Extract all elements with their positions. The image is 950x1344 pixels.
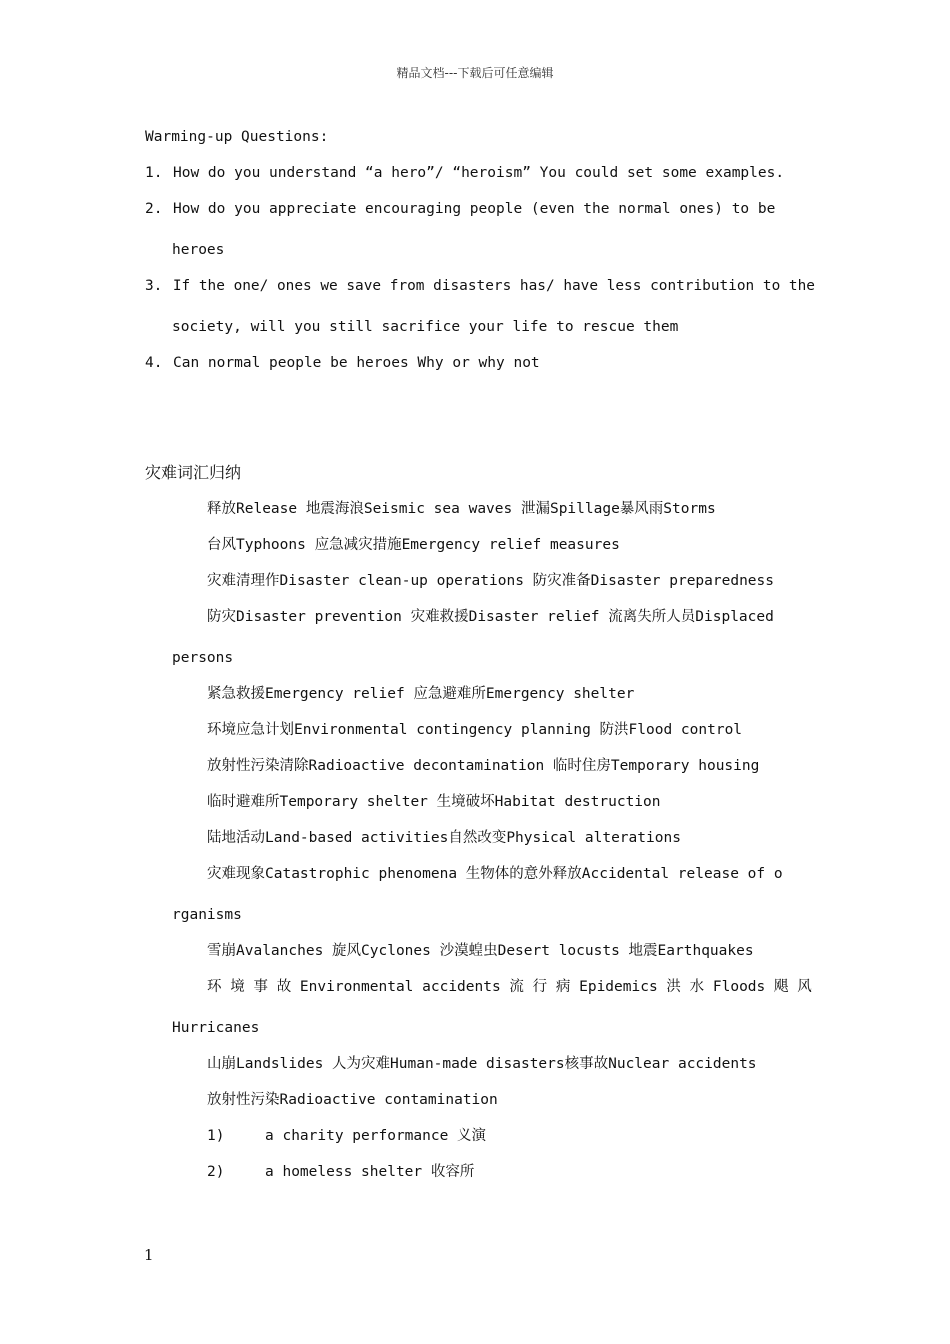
question-number: 2. [145, 201, 163, 217]
question-3-continuation: society, will you still sacrifice your life to rescue them [172, 319, 679, 335]
warmup-title: Warming-up Questions: [145, 129, 329, 145]
question-text: How do you appreciate encouraging people (even the normal ones) to be [173, 201, 776, 217]
vocab-line: 放射性污染Radioactive contamination [207, 1092, 498, 1108]
vocab-line: 山崩Landslides 人为灾难Human-made disasters核事故Nuclear accidents [207, 1056, 757, 1072]
page-number: 1 [144, 1246, 154, 1264]
vocab-line: 灾难清理作Disaster clean-up operations 防灾准备Disaster preparedness [207, 573, 774, 589]
vocab-line: 陆地活动Land-based activities自然改变Physical alterations [207, 830, 681, 846]
vocab-line: 释放Release 地震海浪Seismic sea waves 泄漏Spillage暴风雨Storms [207, 501, 716, 517]
page-header: 精品文档---下载后可任意编辑 [396, 66, 554, 80]
vocab-line: 紧急救援Emergency relief 应急避难所Emergency shelter [207, 686, 635, 702]
vocab-line: 防灾Disaster prevention 灾难救援Disaster relief 流离失所人员Displaced [207, 609, 774, 625]
question-3 [145, 276, 815, 296]
question-text: How do you understand “a hero”/ “heroism” You could set some examples. [173, 165, 785, 181]
phrase-number: 1) [207, 1128, 225, 1144]
vocab-line: 灾难现象Catastrophic phenomena 生物体的意外释放Accidental release of o [207, 866, 783, 882]
vocab-line-continuation: Hurricanes [172, 1020, 260, 1036]
vocab-line: 雪崩Avalanches 旋风Cyclones 沙漠蝗虫Desert locusts 地震Earthquakes [207, 943, 754, 959]
question-2 [145, 199, 775, 219]
question-number: 4. [145, 355, 163, 371]
vocab-line: 放射性污染清除Radioactive decontamination 临时住房Temporary housing [207, 758, 760, 774]
phrase-item [207, 1162, 474, 1182]
vocab-line-continuation: persons [172, 650, 234, 666]
phrase-text: a charity performance 义演 [265, 1128, 487, 1144]
vocab-line: 台风Typhoons 应急减灾措施Emergency relief measures [207, 537, 620, 553]
vocab-line: 环 境 事 故 Environmental accidents 流 行 病 Epidemics 洪 水 Floods 飓 风 [207, 979, 812, 995]
vocab-heading: 灾难词汇归纳 [145, 463, 242, 482]
vocab-line: 环境应急计划Environmental contingency planning 防洪Flood control [207, 722, 743, 738]
vocab-line-continuation: rganisms [172, 907, 242, 923]
phrase-item [207, 1126, 486, 1146]
question-text: Can normal people be heroes Why or why not [173, 355, 540, 371]
question-number: 3. [145, 278, 163, 294]
vocab-line: 临时避难所Temporary shelter 生境破坏Habitat destruction [207, 794, 661, 810]
question-4 [145, 353, 540, 373]
question-2-continuation: heroes [172, 242, 225, 258]
phrase-text: a homeless shelter 收容所 [265, 1164, 475, 1180]
question-number: 1. [145, 165, 163, 181]
question-text: If the one/ ones we save from disasters has/ have less contribution to the [172, 278, 815, 294]
question-1 [145, 163, 784, 183]
phrase-number: 2) [207, 1164, 225, 1180]
